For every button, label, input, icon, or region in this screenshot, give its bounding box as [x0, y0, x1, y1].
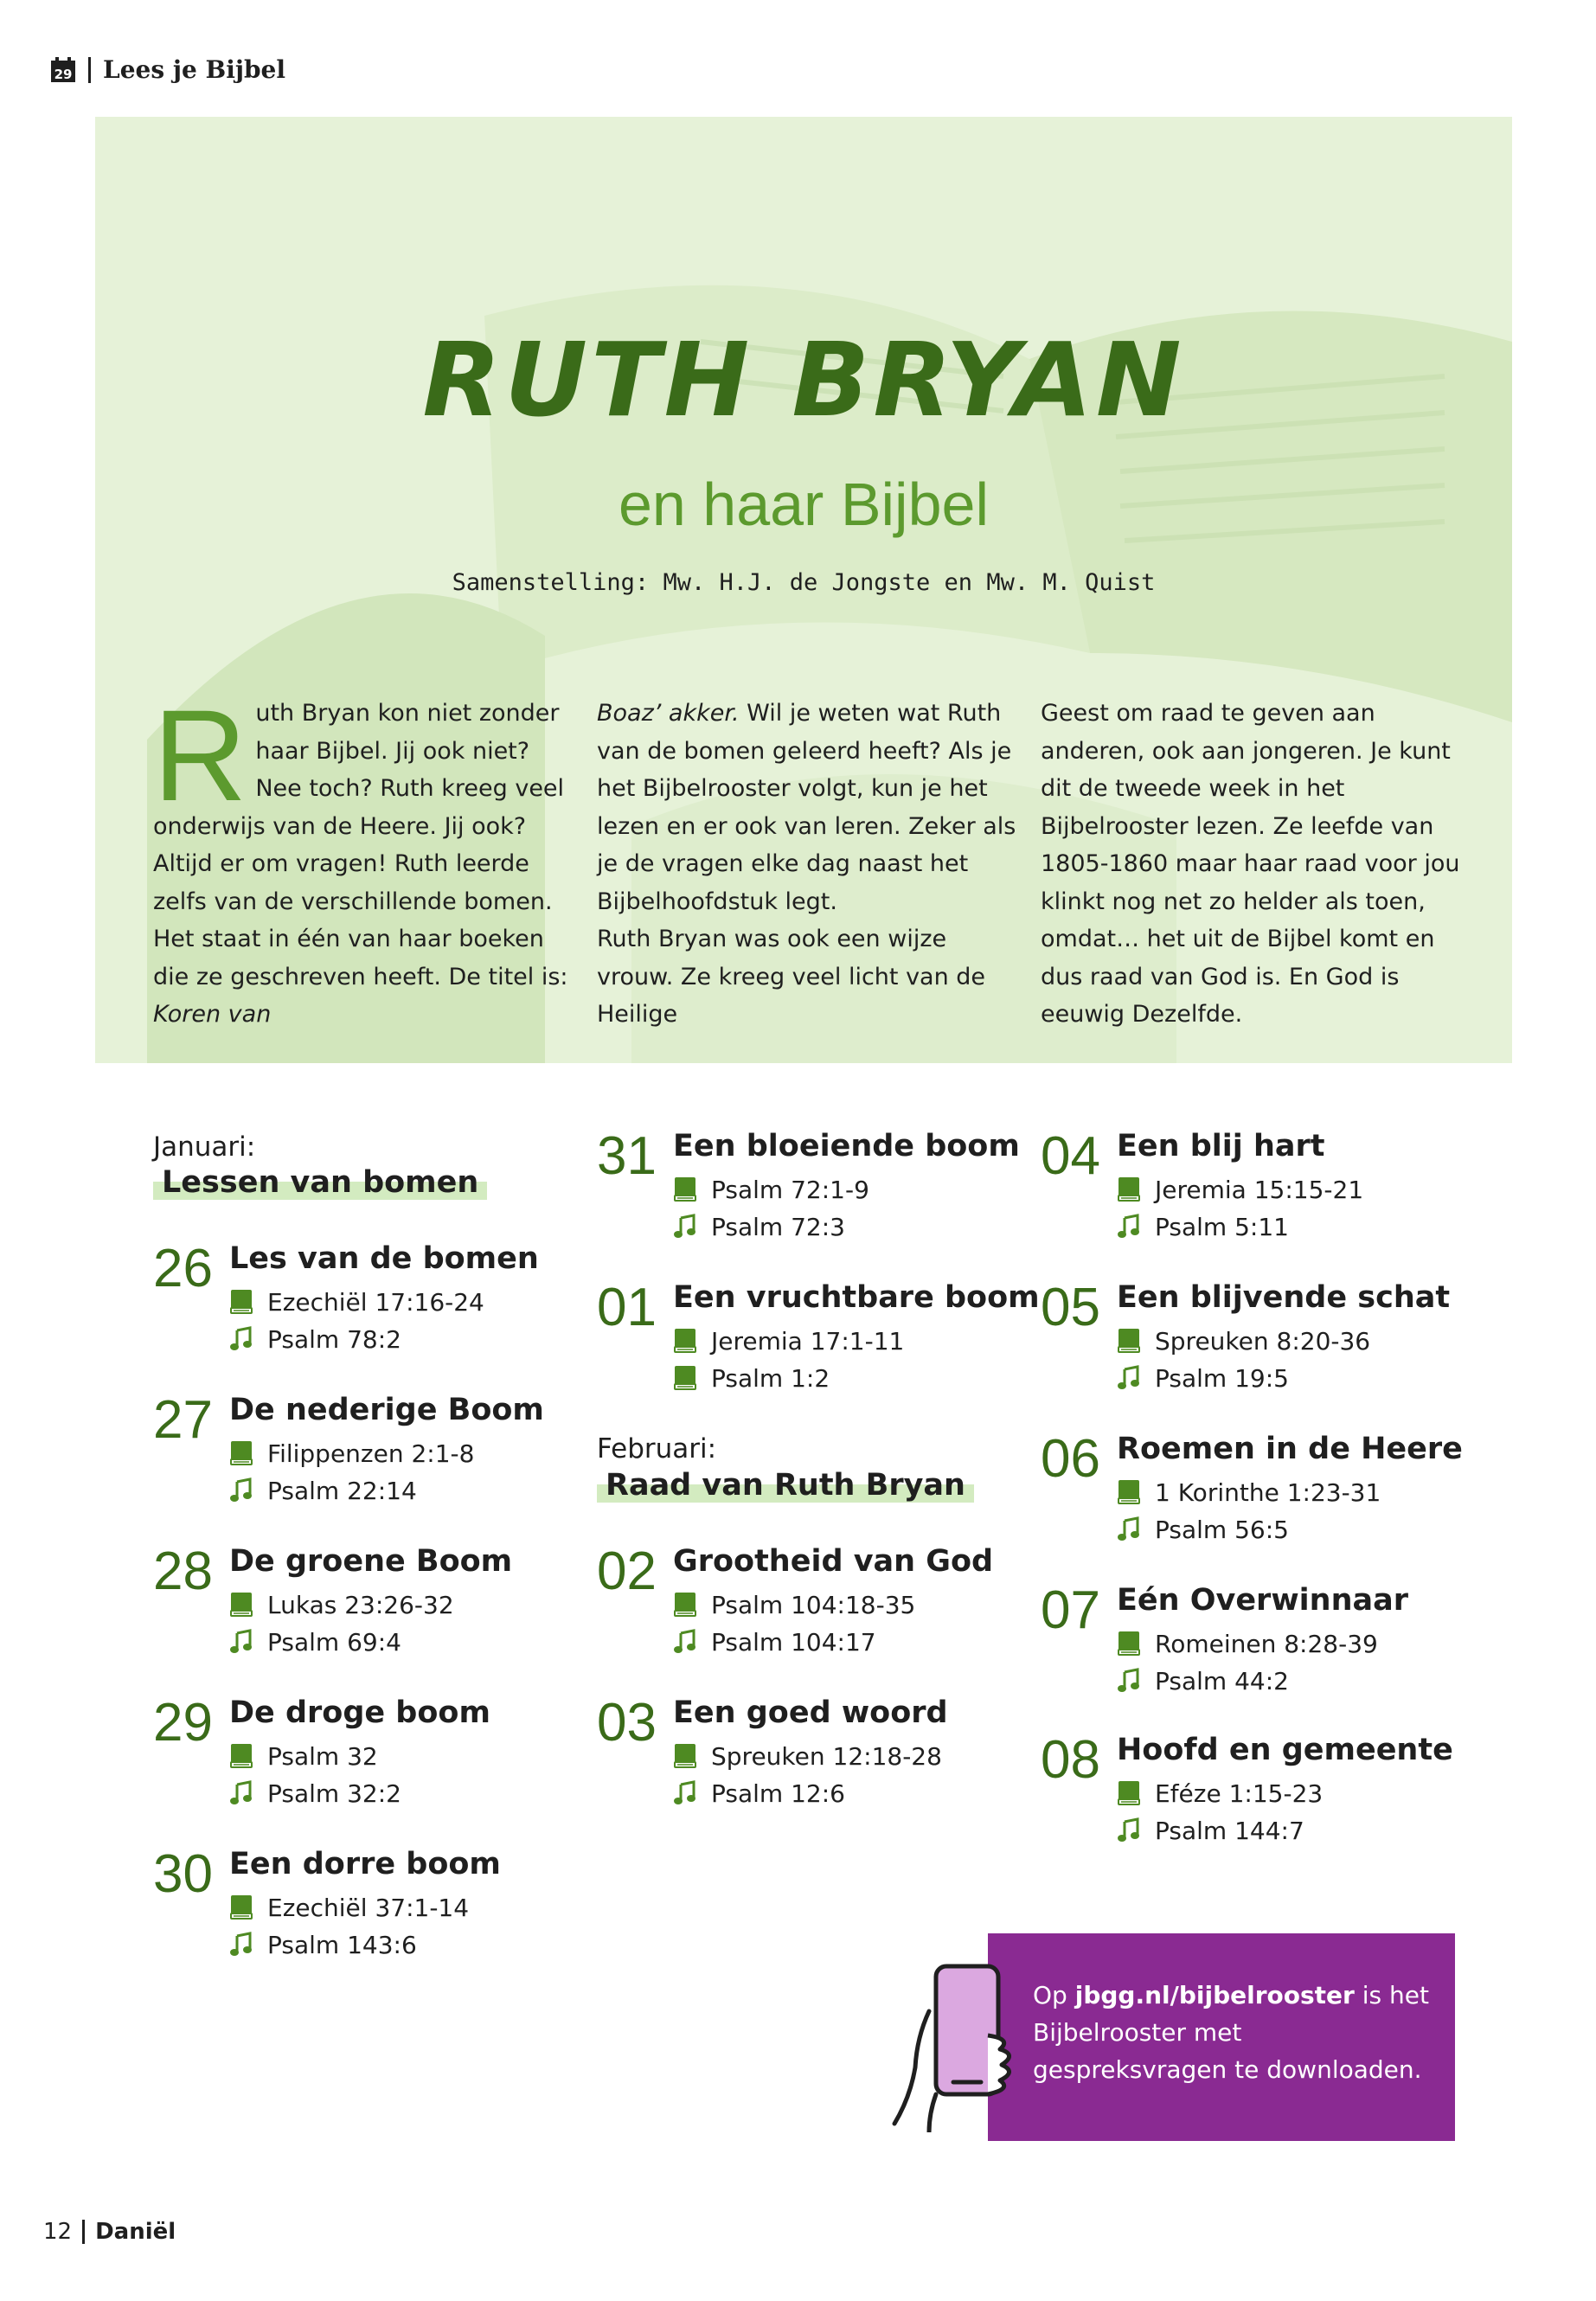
book-icon: [673, 1365, 697, 1391]
book-icon: [673, 1176, 697, 1202]
promo-prefix: Op: [1033, 1981, 1067, 2009]
music-note-icon: [1117, 1668, 1141, 1694]
music-note-icon: [229, 1326, 253, 1352]
book-icon: [229, 1592, 253, 1618]
book-title-part-1: Koren van: [153, 1001, 272, 1028]
book-icon: [1117, 1328, 1141, 1354]
bible-reading: [673, 1587, 915, 1622]
book-icon: [673, 1592, 697, 1618]
day-number: 01: [597, 1278, 657, 1337]
music-note-icon: [229, 1932, 253, 1958]
day-number: 28: [153, 1541, 213, 1601]
bible-reading: [1117, 1475, 1381, 1509]
bible-reference: Eféze 1:15-23: [1155, 1779, 1324, 1808]
music-note-icon: [673, 1629, 697, 1655]
article-credits: Samenstelling: Mw. H.J. de Jongste en Mw. M. Quist: [452, 569, 1156, 596]
reading-day: [597, 1126, 1047, 1276]
bible-reference: Jeremia 17:1-11: [711, 1326, 905, 1356]
day-title: De groene Boom: [229, 1544, 513, 1579]
psalm-reference: Psalm 12:6: [711, 1779, 845, 1808]
psalm-reading: [229, 1322, 401, 1356]
article-subtitle: en haar Bijbel: [618, 471, 990, 538]
psalm-reading: [673, 1625, 876, 1659]
day-title: Een blijvende schat: [1117, 1280, 1451, 1315]
book-icon: [229, 1743, 253, 1769]
intro-text-3: Geest om raad te geven aan anderen, ook aan jongeren. Je kunt dit de tweede week in het Bijbelrooster lezen. Ze leefde van 1805-1860 maar haar raad voor jou klinkt nog net zo helder als toen, omdat… het uit de Bijbel komt en dus raad van God is. En God is eeuwig Dezelfde.: [1041, 700, 1460, 1028]
psalm-reading: [1117, 1209, 1289, 1244]
book-icon: [229, 1894, 253, 1920]
bible-reference: Ezechiël 17:16-24: [267, 1287, 484, 1317]
intro-text-1: uth Bryan kon niet zonder haar Bijbel. Jij ook niet? Nee toch? Ruth kreeg veel onderwijs van de Heere. Jij ook? Altijd er om vragen! Ruth leerde zelfs van de verschillende bomen. Het staat in één van haar boeken die ze geschreven heeft. De titel is:: [153, 700, 568, 990]
calendar-day: 29: [54, 66, 73, 82]
day-title: Een goed woord: [673, 1695, 948, 1730]
bible-reference: Jeremia 15:15-21: [1155, 1175, 1364, 1204]
bible-reference: Romeinen 8:28-39: [1155, 1629, 1378, 1658]
reading-day: [153, 1390, 603, 1540]
psalm-reference: Psalm 44:2: [1155, 1666, 1289, 1695]
day-title: Roemen in de Heere: [1117, 1432, 1463, 1466]
reading-day: [1041, 1429, 1490, 1579]
psalm-reading: [229, 1776, 401, 1811]
bible-reading: [673, 1739, 942, 1773]
drop-cap: R: [153, 683, 247, 828]
month-februari: Februari:: [597, 1433, 717, 1465]
reading-day: [153, 1695, 603, 1843]
day-number: 04: [1041, 1126, 1100, 1186]
book-icon: [1117, 1479, 1141, 1505]
day-title: Grootheid van God: [673, 1544, 994, 1579]
reading-day: [1041, 1730, 1490, 1880]
intro-column-2: [597, 695, 1021, 1034]
book-icon: [1117, 1176, 1141, 1202]
music-note-icon: [1117, 1214, 1141, 1240]
bible-reference: 1 Korinthe 1:23-31: [1155, 1477, 1381, 1507]
intro-text-2: Wil je weten wat Ruth van de bomen geleerd heeft? Als je het Bijbelrooster volgt, kun je het lezen en er ook van leren. Zeker als je de vragen elke dag naast het Bijbelhoofdstuk legt.: [597, 700, 1016, 915]
bible-reference: Filippenzen 2:1-8: [267, 1439, 475, 1468]
psalm-reading: [1117, 1813, 1304, 1848]
music-note-icon: [673, 1214, 697, 1240]
day-number: 06: [1041, 1429, 1100, 1489]
page-header: [50, 55, 285, 84]
music-note-icon: [1117, 1516, 1141, 1542]
day-number: 29: [153, 1693, 213, 1753]
bible-reading: [1117, 1776, 1323, 1811]
psalm-reading: [1117, 1663, 1289, 1698]
psalm-reading: [229, 1927, 417, 1962]
book-icon: [1117, 1780, 1141, 1806]
bible-reference: Ezechiël 37:1-14: [267, 1893, 470, 1922]
day-title: Een vruchtbare boom: [673, 1280, 1040, 1315]
day-number: 27: [153, 1390, 213, 1450]
reading-day: [597, 1541, 1047, 1691]
psalm-reference: Psalm 104:17: [711, 1627, 876, 1657]
psalm-reference: Psalm 32:2: [267, 1779, 401, 1808]
psalm-reference: Psalm 5:11: [1155, 1212, 1289, 1241]
day-number: 07: [1041, 1580, 1100, 1640]
intro-column-3: [1041, 695, 1465, 1034]
day-title: Les van de bomen: [229, 1241, 539, 1276]
music-note-icon: [229, 1780, 253, 1806]
reading-day: [153, 1844, 603, 1994]
hand-holding-phone-icon: [891, 1959, 1029, 2132]
reading-day: [597, 1280, 1047, 1427]
day-number: 30: [153, 1844, 213, 1904]
psalm-reference: Psalm 19:5: [1155, 1363, 1289, 1393]
day-title: De droge boom: [229, 1695, 490, 1730]
day-number: 31: [597, 1126, 657, 1186]
bible-reading: [229, 1739, 378, 1773]
music-note-icon: [1117, 1365, 1141, 1391]
psalm-reference: Psalm 143:6: [267, 1930, 417, 1959]
reading-day: [1041, 1126, 1490, 1276]
bible-reference: Spreuken 12:18-28: [711, 1741, 942, 1771]
bible-reading: [229, 1436, 474, 1471]
bible-reference: Spreuken 8:20-36: [1155, 1326, 1371, 1356]
intro-column-1: [153, 683, 577, 1034]
book-icon: [1117, 1631, 1141, 1657]
psalm-reading: [229, 1473, 417, 1508]
bible-reading: [229, 1587, 454, 1622]
day-number: 02: [597, 1541, 657, 1601]
bible-reference: Lukas 23:26-32: [267, 1590, 454, 1619]
day-number: 26: [153, 1239, 213, 1298]
section-title: Lees je Bijbel: [103, 55, 285, 84]
promo-text: [1033, 1977, 1439, 2088]
reading-day: [1041, 1280, 1490, 1427]
psalm-reading: [229, 1625, 401, 1659]
day-number: 03: [597, 1693, 657, 1753]
bible-reference: Psalm 32: [267, 1741, 378, 1771]
psalm-reading: [673, 1209, 845, 1244]
bible-reference: Psalm 104:18-35: [711, 1590, 916, 1619]
psalm-reference: Psalm 144:7: [1155, 1816, 1304, 1845]
book-icon: [673, 1743, 697, 1769]
theme-januari: Lessen van bomen: [153, 1165, 487, 1200]
psalm-reference: Psalm 72:3: [711, 1212, 845, 1241]
bible-reading: [673, 1172, 869, 1207]
day-number: 05: [1041, 1278, 1100, 1337]
day-title: De nederige Boom: [229, 1393, 544, 1427]
magazine-name: Daniël: [95, 2219, 176, 2245]
psalm-reference: Psalm 56:5: [1155, 1515, 1289, 1544]
page-number: 12: [43, 2219, 73, 2245]
bible-reading: [673, 1324, 904, 1358]
music-note-icon: [229, 1629, 253, 1655]
calendar-icon: [50, 57, 76, 83]
music-note-icon: [673, 1780, 697, 1806]
promo-suffix: is het Bijbelrooster met gespreksvragen te downloaden.: [1033, 1981, 1429, 2084]
day-number: 08: [1041, 1730, 1100, 1790]
psalm-reading: [1117, 1361, 1289, 1395]
reading-day: [153, 1541, 603, 1691]
day-title: Eén Overwinnaar: [1117, 1583, 1408, 1618]
bible-reading: [1117, 1324, 1370, 1358]
day-title: Een blij hart: [1117, 1129, 1325, 1163]
bible-reading: [1117, 1626, 1378, 1661]
intro-text-2b: Ruth Bryan was ook een wijze vrouw. Ze kreeg veel licht van de Heilige: [597, 926, 986, 1028]
psalm-reference: Psalm 78:2: [267, 1324, 401, 1354]
promo-link[interactable]: jbgg.nl/bijbelrooster: [1074, 1981, 1355, 2009]
reading-day: [1041, 1580, 1490, 1730]
bible-reading: [229, 1890, 469, 1925]
reading-day: [153, 1241, 603, 1388]
psalm-reading: [673, 1361, 830, 1395]
book-icon: [229, 1440, 253, 1466]
hero-panel: [95, 117, 1512, 1063]
psalm-reading: [673, 1776, 845, 1811]
day-title: Hoofd en gemeente: [1117, 1733, 1453, 1767]
header-divider: [88, 57, 91, 83]
article-title: RUTH BRYAN: [422, 320, 1185, 439]
reading-day: [597, 1695, 1047, 1843]
day-title: Een dorre boom: [229, 1847, 501, 1881]
psalm-reference: Psalm 1:2: [711, 1363, 830, 1393]
theme-februari: Raad van Ruth Bryan: [597, 1468, 974, 1503]
psalm-reading: [1117, 1512, 1289, 1547]
footer-divider: [82, 2220, 85, 2244]
book-title-part-2: Boaz’ akker.: [597, 700, 740, 727]
psalm-reference: Psalm 22:14: [267, 1476, 417, 1505]
promo-box: [988, 1933, 1455, 2141]
music-note-icon: [1117, 1817, 1141, 1843]
book-icon: [673, 1328, 697, 1354]
book-icon: [229, 1289, 253, 1315]
month-januari: Januari:: [153, 1131, 256, 1163]
bible-reading: [1117, 1172, 1363, 1207]
bible-reading: [229, 1285, 484, 1319]
day-title: Een bloeiende boom: [673, 1129, 1020, 1163]
psalm-reference: Psalm 69:4: [267, 1627, 401, 1657]
bible-reference: Psalm 72:1-9: [711, 1175, 869, 1204]
page-footer: [43, 2219, 176, 2245]
music-note-icon: [229, 1477, 253, 1503]
